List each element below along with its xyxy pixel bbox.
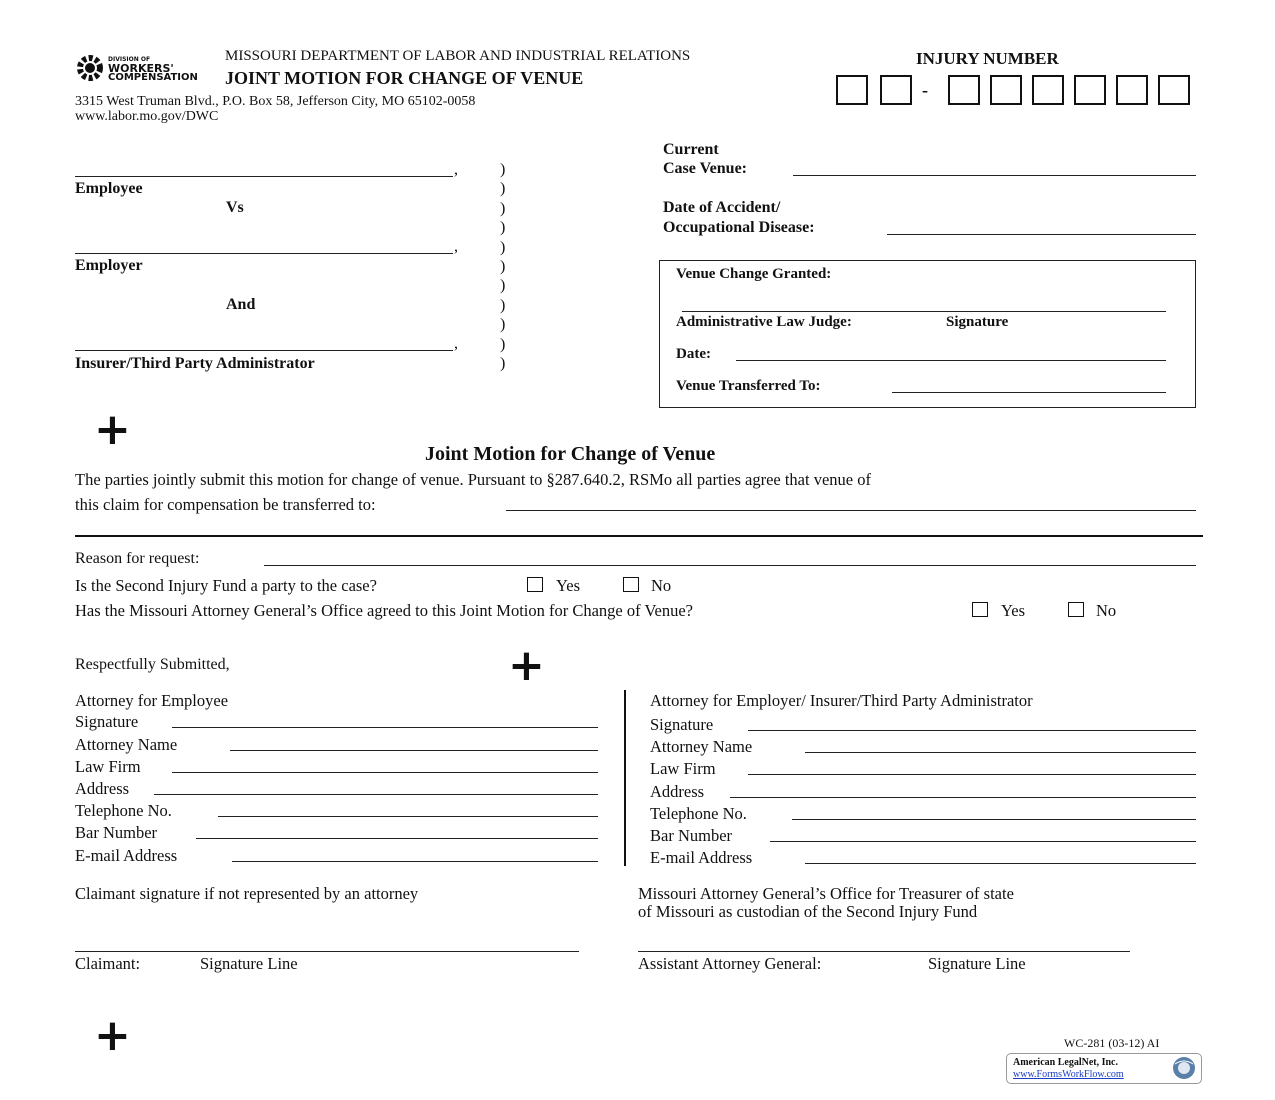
insurer-label: Insurer/Third Party Administrator xyxy=(75,355,315,372)
label: Address xyxy=(650,782,705,801)
ago-yes-checkbox[interactable] xyxy=(972,602,988,617)
injury-digit[interactable] xyxy=(1116,75,1148,105)
label: Signature Line xyxy=(928,954,1026,973)
department-name: MISSOURI DEPARTMENT OF LABOR AND INDUSTRIAL RELATIONS xyxy=(225,48,691,64)
employee-telephone-line[interactable] xyxy=(218,816,598,817)
transferred-to-line[interactable] xyxy=(892,392,1166,393)
label: , xyxy=(454,161,458,178)
label: ) xyxy=(500,355,506,373)
employee-email-line[interactable] xyxy=(232,861,598,862)
label: Law Firm xyxy=(75,757,141,776)
label: ) xyxy=(500,238,506,256)
label: ) xyxy=(500,258,506,276)
label: Law Firm xyxy=(650,759,716,778)
case-venue-line[interactable] xyxy=(793,175,1196,176)
label: DIVISION OF xyxy=(108,56,151,63)
label: , xyxy=(454,335,458,352)
employer-email-line[interactable] xyxy=(805,863,1196,864)
employee-bar-number-line[interactable] xyxy=(196,838,598,839)
injury-digit[interactable] xyxy=(880,75,912,105)
label: Attorney for Employer/ Insurer/Third Party Administrator xyxy=(650,691,1033,710)
label: No xyxy=(651,576,672,595)
label: American LegalNet, Inc. xyxy=(1013,1057,1118,1068)
label: ) xyxy=(500,316,506,334)
label: Signature xyxy=(75,712,139,731)
legalnet-badge xyxy=(1006,1053,1202,1084)
injury-digit[interactable] xyxy=(836,75,868,105)
label: Reason for request: xyxy=(75,550,200,567)
employee-address-line[interactable] xyxy=(154,794,598,795)
employer-attorney-signature-line[interactable] xyxy=(748,730,1196,731)
label: Telephone No. xyxy=(650,804,747,823)
employer-address-line[interactable] xyxy=(730,797,1196,798)
injury-digit[interactable] xyxy=(948,75,980,105)
and-label: And xyxy=(226,296,256,313)
ago-no-checkbox[interactable] xyxy=(1068,602,1084,617)
registration-mark-icon: + xyxy=(94,404,131,455)
label: Signature xyxy=(650,715,714,734)
employer-label: Employer xyxy=(75,257,143,274)
venue-granted-box xyxy=(659,260,1196,408)
label: ) xyxy=(500,277,506,295)
label: Attorney for Employee xyxy=(75,691,229,710)
label: Bar Number xyxy=(650,826,733,845)
employer-law-firm-line[interactable] xyxy=(748,774,1196,775)
label: ) xyxy=(500,161,506,178)
injury-number-label: INJURY NUMBER xyxy=(916,49,1059,68)
label: No xyxy=(1096,601,1117,620)
label: Missouri Attorney General’s Office for Treasurer of state xyxy=(638,884,1014,903)
label: ) xyxy=(500,335,506,353)
label: - xyxy=(922,80,928,100)
label: Has the Missouri Attorney General’s Office agreed to this Joint Motion for Change of Venue? xyxy=(75,601,694,620)
gear-icon xyxy=(74,55,108,81)
label: COMPENSATION xyxy=(108,72,198,83)
label: Assistant Attorney General: xyxy=(638,954,822,973)
sif-no-checkbox[interactable] xyxy=(623,577,639,592)
employee-line[interactable] xyxy=(75,176,453,177)
label: Address xyxy=(75,779,130,798)
label: Attorney Name xyxy=(650,737,753,756)
label: Venue Transferred To: xyxy=(676,378,821,394)
granted-date-line[interactable] xyxy=(736,360,1166,361)
label: Attorney Name xyxy=(75,735,178,754)
label: E-mail Address xyxy=(650,848,753,867)
label: ) xyxy=(500,296,506,314)
vs-label: Vs xyxy=(226,199,244,216)
formsworkflow-link[interactable]: www.FormsWorkFlow.com xyxy=(1013,1069,1124,1080)
employer-attorney-name-line[interactable] xyxy=(805,752,1196,753)
ag-signature-line[interactable] xyxy=(638,951,1130,952)
label: Venue Change Granted: xyxy=(676,266,832,282)
employer-telephone-line[interactable] xyxy=(792,819,1196,820)
column-divider xyxy=(624,690,626,866)
claimant-signature-line[interactable] xyxy=(75,951,579,952)
label: this claim for compensation be transferred to: xyxy=(75,495,376,514)
label: Yes xyxy=(1001,601,1026,620)
label: Bar Number xyxy=(75,823,158,842)
date-of-accident-line[interactable] xyxy=(887,234,1196,235)
label: WORKERS' xyxy=(108,62,174,75)
label: Signature Line xyxy=(200,954,298,973)
employee-attorney-name-line[interactable] xyxy=(230,750,598,751)
alj-signature-line[interactable] xyxy=(682,311,1166,312)
label: Yes xyxy=(556,576,581,595)
form-title: JOINT MOTION FOR CHANGE OF VENUE xyxy=(225,68,584,88)
registration-mark-icon: + xyxy=(94,1010,131,1061)
date-of-accident-label: Occupational Disease: xyxy=(663,219,815,236)
case-venue-label: Case Venue: xyxy=(663,160,748,177)
divider xyxy=(75,535,1203,537)
injury-digit[interactable] xyxy=(1032,75,1064,105)
label: ) xyxy=(500,180,506,198)
label: of Missouri as custodian of the Second Injury Fund xyxy=(638,902,978,921)
injury-digit[interactable] xyxy=(1158,75,1190,105)
label: Administrative Law Judge: xyxy=(676,314,852,330)
label: Telephone No. xyxy=(75,801,172,820)
sif-yes-checkbox[interactable] xyxy=(527,577,543,592)
label: The parties jointly submit this motion for change of venue. Pursuant to §287.640.2, RSMo all parties agree that venue of xyxy=(75,470,871,489)
label: ) xyxy=(500,199,506,217)
injury-digit[interactable] xyxy=(990,75,1022,105)
dwc-logo xyxy=(74,55,198,86)
employee-attorney-signature-line[interactable] xyxy=(172,727,598,728)
form-number: WC-281 (03-12) AI xyxy=(1064,1036,1160,1050)
label: Is the Second Injury Fund a party to the case? xyxy=(75,576,377,595)
globe-icon xyxy=(1171,1056,1197,1080)
registration-mark-icon: + xyxy=(508,640,545,691)
employer-bar-number-line[interactable] xyxy=(770,841,1196,842)
website: www.labor.mo.gov/DWC xyxy=(75,109,219,124)
motion-heading: Joint Motion for Change of Venue xyxy=(425,443,716,465)
injury-digit[interactable] xyxy=(1074,75,1106,105)
address: 3315 West Truman Blvd., P.O. Box 58, Jefferson City, MO 65102-0058 xyxy=(75,94,476,109)
label: Claimant signature if not represented by an attorney xyxy=(75,884,419,903)
transfer-venue-line[interactable] xyxy=(506,510,1196,511)
label: ) xyxy=(500,219,506,237)
respectfully-submitted: Respectfully Submitted, xyxy=(75,656,230,673)
label: Date: xyxy=(676,346,711,362)
bracket-column xyxy=(500,160,505,373)
reason-line[interactable] xyxy=(264,565,1196,566)
employee-law-firm-line[interactable] xyxy=(172,772,598,773)
label: Claimant: xyxy=(75,954,141,973)
insurer-line[interactable] xyxy=(75,350,453,351)
label: E-mail Address xyxy=(75,846,178,865)
label: Date of Accident/ xyxy=(663,199,781,216)
label: , xyxy=(454,238,458,255)
label: Current xyxy=(663,141,719,158)
employee-label: Employee xyxy=(75,180,143,197)
employer-line[interactable] xyxy=(75,253,453,254)
label: Signature xyxy=(946,314,1009,330)
